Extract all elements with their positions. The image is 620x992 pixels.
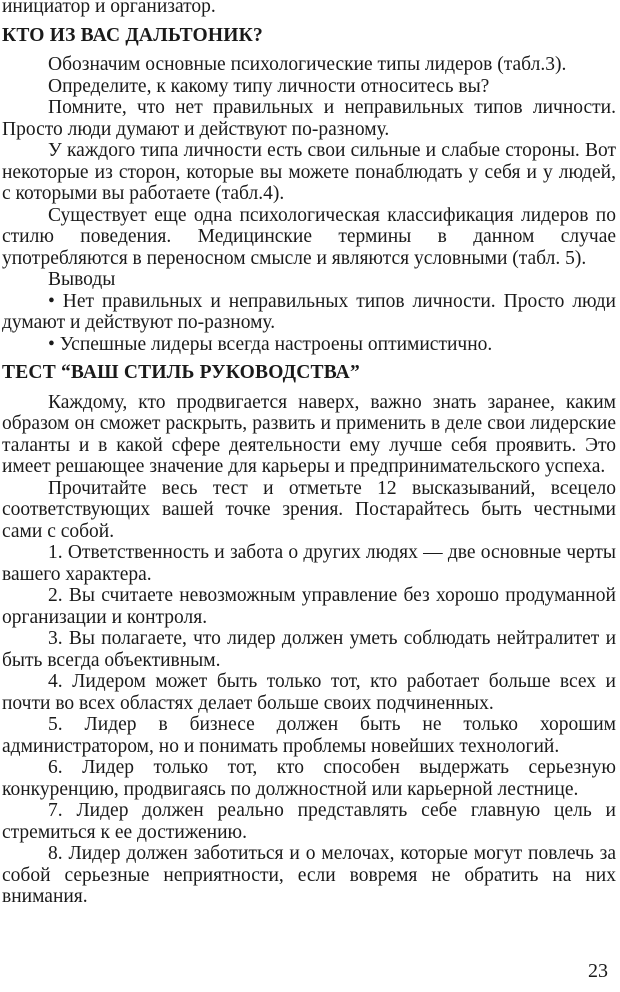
test-statement: 6. Лидер только тот, кто способен выдержать серьезную конкуренцию, продвигаясь по должностной или карьерной лестнице.: [2, 757, 616, 800]
section-heading-test: ТЕСТ “ВАШ СТИЛЬ РУКОВОДСТВА”: [2, 362, 360, 383]
page-number: 23: [588, 960, 608, 982]
paragraph: Помните, что нет правильных и неправильных типов личности. Просто люди думают и действуют по-разному.: [2, 97, 616, 140]
test-statement: 7. Лидер должен реально представлять себе главную цель и стремиться к ее достижению.: [2, 800, 616, 843]
conclusions-label: Выводы: [48, 269, 116, 290]
test-statement: 3. Вы полагаете, что лидер должен уметь соблюдать нейтралитет и быть всегда объективным.: [2, 628, 616, 671]
intro-fragment: инициатор и организатор.: [2, 0, 216, 17]
paragraph: Существует еще одна психологическая классификация лидеров по стилю поведения. Медицинские термины в данном случае употребляются в переносном смысле и являются условными (табл. 5).: [2, 204, 616, 269]
paragraph: Каждому, кто продвигается наверх, важно знать заранее, каким образом он сможет раскрыть, развить и применить в деле свои лидерские таланты и в какой сфере деятельности ему лучше себя проявить. Это имеет решающее значение для карьеры и предпринимательского успеха.: [2, 391, 616, 477]
bullet-item: • Успешные лидеры всегда настроены оптимистично.: [48, 333, 493, 355]
test-statement: 8. Лидер должен заботиться и о мелочах, которые могут повлечь за собой серьезные неприятности, если вовремя не обратить на них внимания.: [2, 843, 616, 907]
paragraph: Обозначим основные психологические типы лидеров (табл.3).: [48, 54, 567, 75]
test-statement: 2. Вы считаете невозможным управление без хорошо продуманной организации и контроля.: [2, 585, 616, 628]
test-statement: 4. Лидером может быть только тот, кто работает больше всех и почти во всех областях делает больше своих подчиненных.: [2, 671, 616, 714]
paragraph: Прочитайте весь тест и отметьте 12 высказываний, всецело соответствующих вашей точке зрения. Постарайтесь быть честными сами с собой.: [2, 477, 616, 542]
section-heading-daltonik: КТО ИЗ ВАС ДАЛЬТОНИК?: [2, 24, 263, 46]
paragraph: Определите, к какому типу личности относитесь вы?: [48, 75, 490, 97]
test-statement: 5. Лидер в бизнесе должен быть не только хорошим администратором, но и понимать проблемы новейших технологий.: [2, 714, 616, 757]
paragraph: У каждого типа личности есть свои сильные и слабые стороны. Вот некоторые из сторон, которые вы можете понаблюдать у себя и у людей, с которыми вы работаете (табл.4).: [2, 140, 616, 204]
bullet-item: • Нет правильных и неправильных типов личности. Просто люди думают и действуют по-разному.: [2, 290, 616, 333]
test-statement: 1. Ответственность и забота о других людях — две основные черты вашего характера.: [2, 542, 616, 585]
